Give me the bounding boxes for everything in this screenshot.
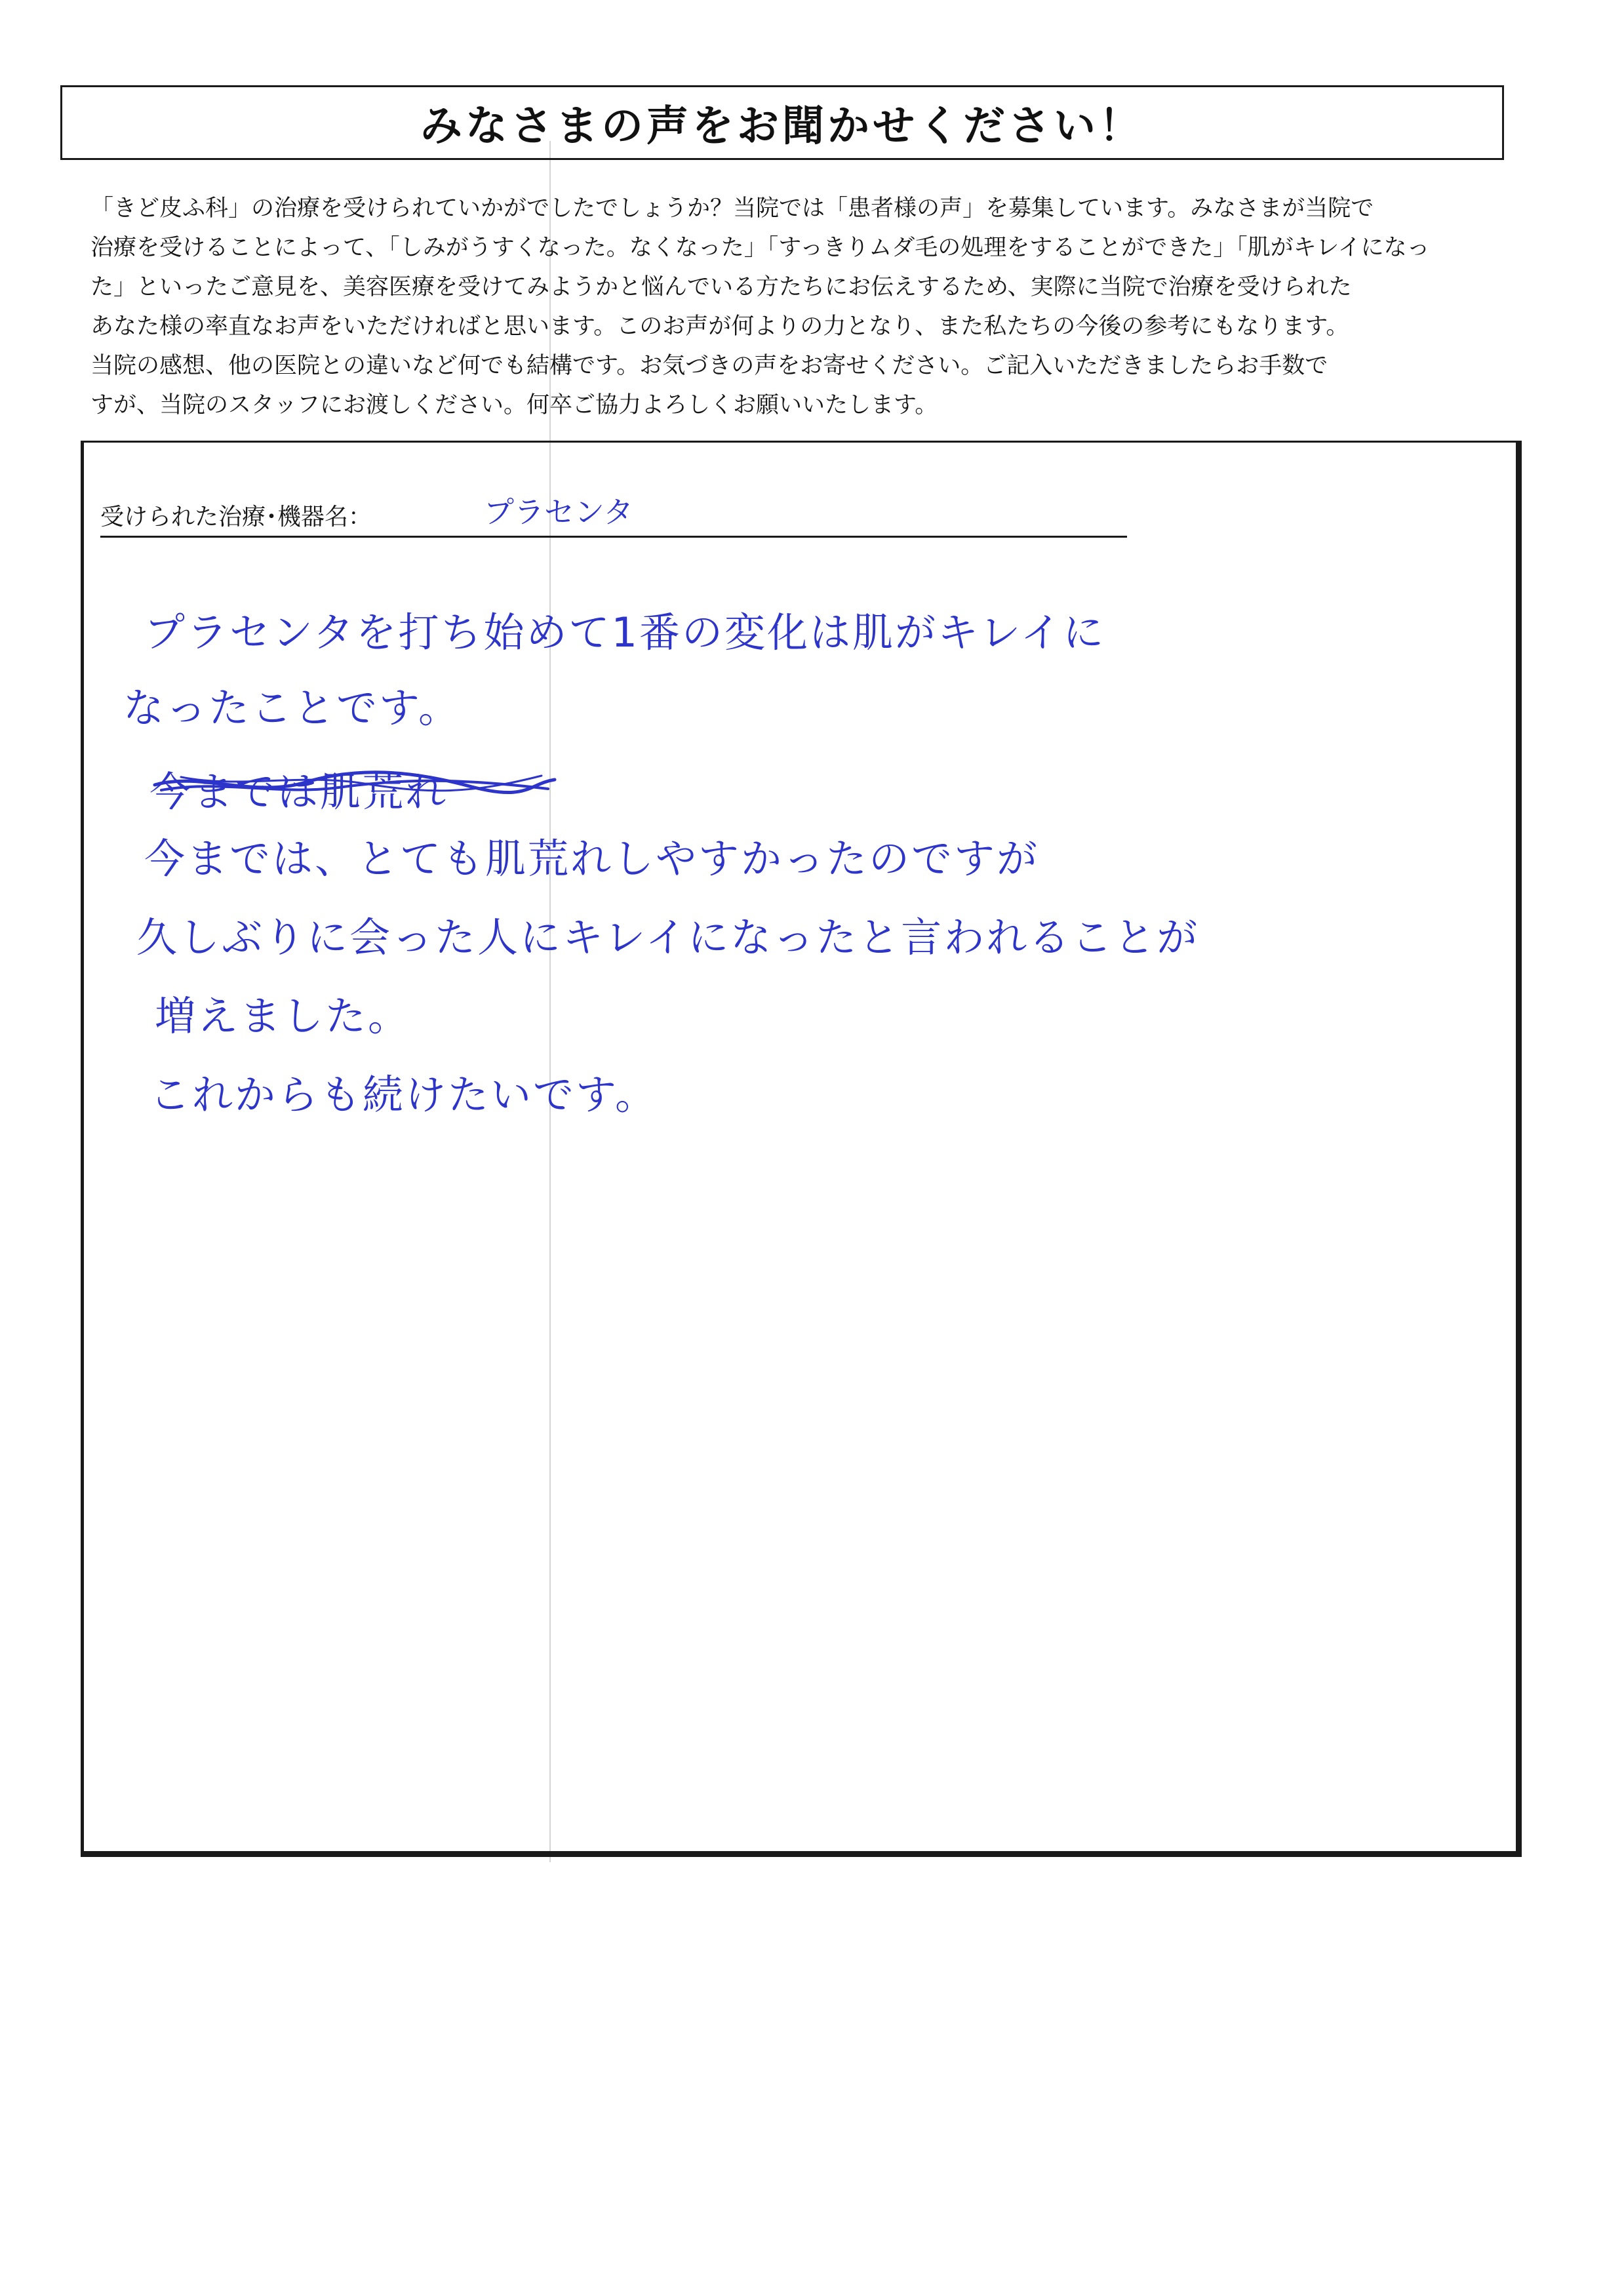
handwritten-comments [84, 443, 1516, 1851]
struck-out-text: 今までは肌荒れ [149, 768, 448, 816]
intro-line: た」といったご意見を、美容医療を受けてみようかと悩んでいる方たちにお伝えするため、実際に当院で治療を受けられた [90, 274, 1352, 300]
comment-line: 久しぶりに会った人にキレイになったと言われることが [136, 913, 1200, 961]
feedback-form-box [81, 441, 1522, 1857]
treatment-label: 受けられた治療･機器名： [100, 504, 372, 530]
comment-line: なったことです。 [123, 684, 462, 732]
comment-line: プラセンタを打ち始めて1番の変化は肌がキレイに [144, 609, 1106, 656]
scribble-strikethrough [142, 757, 561, 810]
comment-line: 今までは、とても肌荒れしやすかったのですが [144, 835, 1040, 883]
intro-line: あなた様の率直なお声をいただければと思います。このお声が何よりの力となり、また私たちの今後の参考にもなります。 [90, 313, 1349, 340]
intro-line: 治療を受けることによって、「しみがうすくなった。なくなった」「すっきりムダ毛の処理をすることができた」「肌がキレイになっ [90, 235, 1430, 261]
intro-paragraph [90, 189, 1500, 425]
comment-line: これからも続けたいです。 [149, 1071, 658, 1119]
comment-line: 増えました。 [155, 992, 411, 1040]
intro-line: すが、当院のスタッフにお渡しください。何卒ご協力よろしくお願いいたします。 [90, 392, 938, 418]
intro-line: 当院の感想、他の医院との違いなど何でも結構です。お気づきの声をお寄せください。ご記入いただきましたらお手数で [90, 353, 1328, 379]
title-banner [60, 85, 1504, 160]
treatment-value-handwritten: プラセンタ [484, 494, 634, 530]
page-title: みなさまの声をお聞かせください！ [420, 102, 1144, 151]
intro-line: 「きど皮ふ科」の治療を受けられていかがでしたでしょうか？当院では「患者様の声」を募集しています。みなさまが当院で [90, 195, 1374, 222]
